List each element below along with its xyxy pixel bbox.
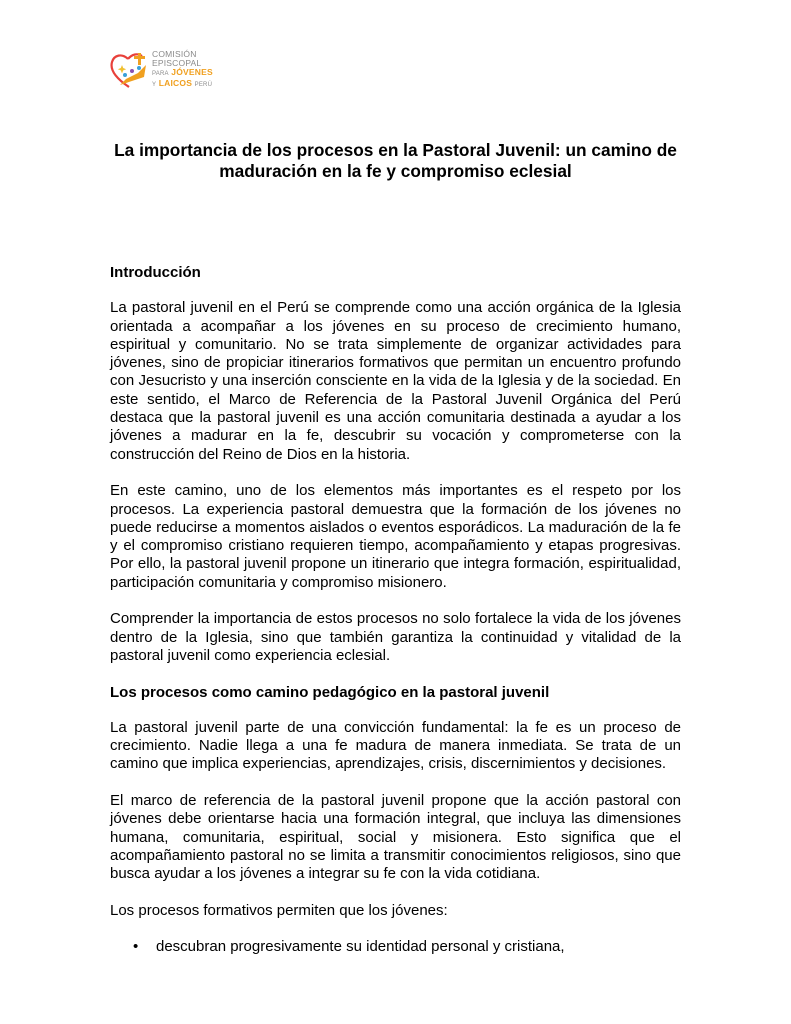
logo-text: PERÚ: [194, 82, 213, 88]
logo-text: PARA: [152, 71, 169, 77]
paragraph: En este camino, uno de los elementos más importantes es el respeto por los procesos. La experiencia pastoral demuestra que la formación de los jóvenes no puede reducirse a momentos aislados o eventos esporádicos. La maduración de la fe y el compromiso cristiano requieren tiempo, acompañamiento y etapas progresivas. Por ello, la pastoral juvenil propone un itinerario que integra formación, espiritualidad, participación comunitaria y compromiso misionero.: [110, 482, 681, 591]
section-heading-introduccion: Introducción: [110, 264, 201, 281]
logo-text-line: COMISIÓN: [152, 49, 197, 59]
document-title: La importancia de los procesos en la Pastoral Juvenil: un camino de maduración en la fe y compromiso eclesial: [114, 140, 677, 181]
paragraph: Los procesos formativos permiten que los jóvenes:: [110, 901, 448, 919]
document-body: [110, 140, 681, 957]
logo-heart-icon: [108, 49, 150, 91]
section-heading-procesos: Los procesos como camino pedagógico en la pastoral juvenil: [110, 683, 550, 701]
logo-text: Y: [152, 82, 157, 88]
paragraph: El marco de referencia de la pastoral juvenil propone que la acción pastoral con jóvenes debe orientarse hacia una formación integral, que incluya las dimensiones humana, comunitaria, espiritual, social y misionera. Esto significa que el acompañamiento pastoral no se limita a transmitir conocimientos religiosos, sino que busca ayudar a los jóvenes a integrar su fe con la vida cotidiana.: [110, 792, 681, 883]
bullet-list: [110, 938, 681, 956]
paragraph: Comprender la importancia de estos procesos no solo fortalece la vida de los jóvenes dentro de la Iglesia, sino que también garantiza la continuidad y vitalidad de la pastoral juvenil como experiencia eclesial.: [110, 610, 681, 664]
list-item: [133, 938, 681, 956]
logo-text: LAICOS: [158, 78, 193, 88]
logo: [108, 48, 238, 92]
logo-text-line: EPISCOPAL: [152, 58, 202, 68]
list-item-text: descubran progresivamente su identidad personal y cristiana,: [156, 938, 565, 956]
logo-text: JÓVENES: [171, 67, 213, 77]
paragraph: La pastoral juvenil en el Perú se comprende como una acción orgánica de la Iglesia orientada a acompañar a los jóvenes en su proceso de crecimiento humano, espiritual y comunitario. No se trata simplemente de organizar actividades para jóvenes, sino de propiciar itinerarios formativos que permitan un encuentro profundo con Jesucristo y una inserción consciente en la vida de la Iglesia y de la sociedad. En este sentido, el Marco de Referencia de la Pastoral Juvenil Orgánica del Perú destaca que la pastoral juvenil es una acción comunitaria destinada a ayudar a los jóvenes a madurar en la fe, descubrir su vocación y comprometerse con la construcción del Reino de Dios en la historia.: [110, 299, 681, 463]
bullet-icon: •: [133, 938, 139, 956]
paragraph: La pastoral juvenil parte de una convicción fundamental: la fe es un proceso de crecimiento. Nadie llega a una fe madura de manera inmediata. Se trata de un camino que implica experiencias, aprendizajes, crisis, discernimientos y decisiones.: [110, 718, 681, 773]
